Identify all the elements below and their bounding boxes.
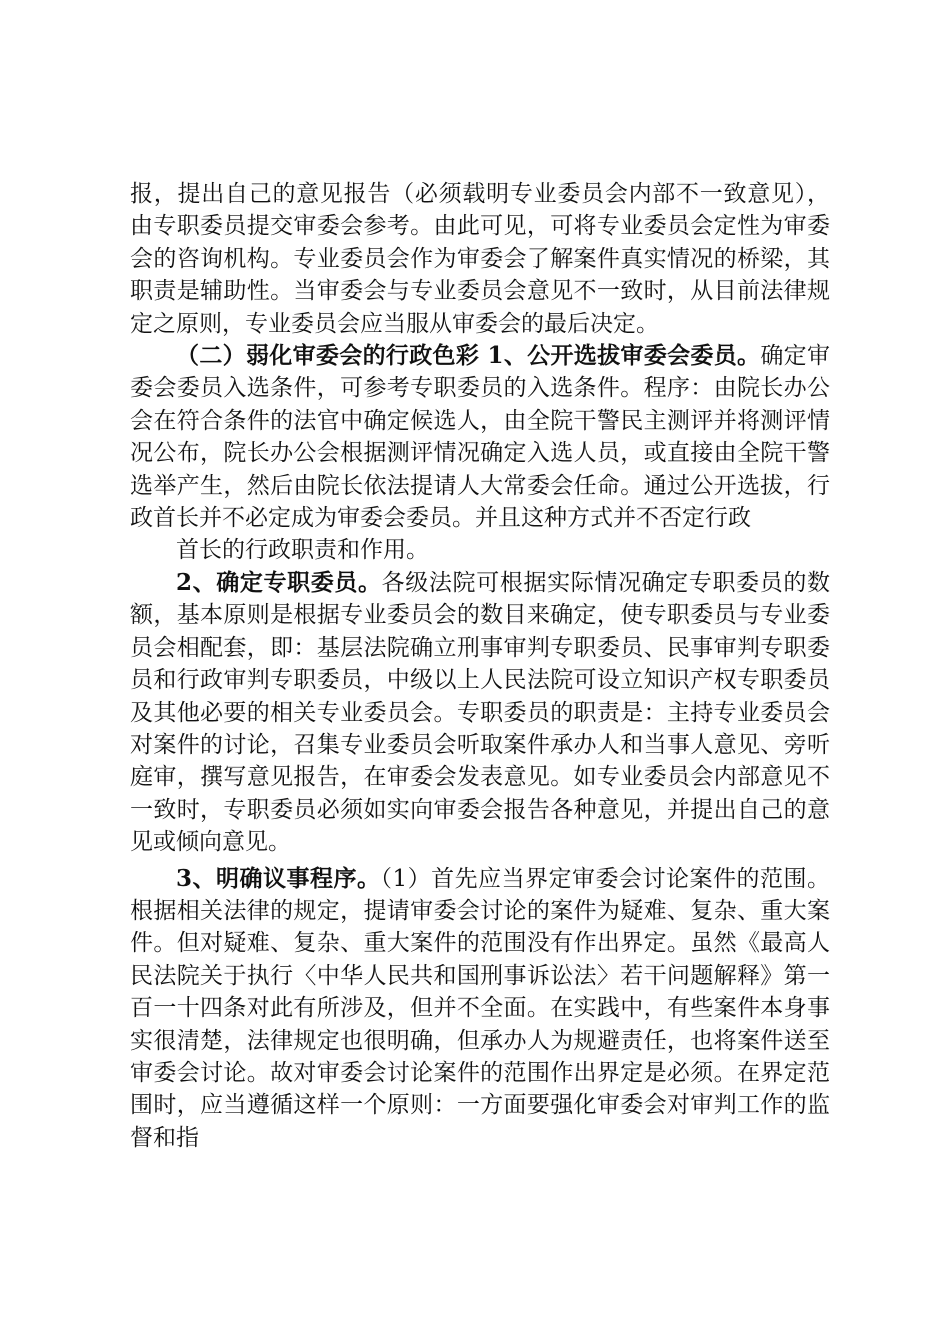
paragraph-full-time-member <box>130 567 830 859</box>
document-page <box>130 178 830 1154</box>
paragraph-admin-duty <box>130 534 830 566</box>
paragraph-weaken-admin <box>130 340 830 534</box>
paragraph-text: 报，提出自己的意见报告（必须载明专业委员会内部不一致意见），由专职委员提交审委会参考。由此可见，可将专业委员会定性为审委会的咨询机构。专业委员会作为审委会了解案件真实情况的桥梁，其职责是辅助性。当审委会与专业委员会意见不一致时，从目前法律规定之原则，专业委员会应当服从审委会的最后决定。 <box>130 181 830 337</box>
section-heading: （二）弱化审委会的行政色彩 1、公开选拔审委会委员。 <box>176 342 761 370</box>
paragraph-procedure <box>130 863 830 1155</box>
paragraph-text: 确定审委会委员入选条件，可参考专职委员的入选条件。程序：由院长办公会在符合条件的法官中确定候选人，由全院干警民主测评并将测评情况公布，院长办公会根据测评情况确定入选人员，或直接由全院干警选举产生，然后由院长依法提请人大常委会任命。通过公开选拔，行政首长并不必定成为审委会委员。并且这种方式并不否定行政 <box>130 343 831 532</box>
section-heading: 3、明确议事程序。 <box>176 864 381 892</box>
paragraph-text: 各级法院可根据实际情况确定专职委员的数额，基本原则是根据专业委员会的数目来确定，使专职委员与专业委员会相配套，即：基层法院确立刑事审判专职委员、民事审判专职委员和行政审判专职委员，中级以上人民法院可设立知识产权专职委员及其他必要的相关专业委员会。专职委员的职责是：主持专业委员会对案件的讨论，召集专业委员会听取案件承办人和当事人意见、旁听庭审，撰写意见报告，在审委会发表意见。如专业委员会内部意见不一致时，专职委员必须如实向审委会报告各种意见，并提出自己的意见或倾向意见。 <box>130 569 830 856</box>
paragraph-text: 首长的行政职责和作用。 <box>176 537 429 564</box>
section-heading: 2、确定专职委员。 <box>176 568 382 596</box>
paragraph-text: （1）首先应当界定审委会讨论案件的范围。根据相关法律的规定，提请审委会讨论的案件为疑难、复杂、重大案件。但对疑难、复杂、重大案件的范围没有作出界定。虽然《最高人民法院关于执行〈中华人民共和国刑事诉讼法〉若干问题解释》第一百一十四条对此有所涉及，但并不全面。在实践中，有些案件本身事实很清楚，法律规定也很明确，但承办人为规避责任，也将案件送至审委会讨论。故对审委会讨论案件的范围作出界定是必须。在界定范围时，应当遵循这样一个原则：一方面要强化审委会对审判工作的监督和指 <box>130 865 830 1151</box>
paragraph-professional-committee <box>130 178 830 340</box>
